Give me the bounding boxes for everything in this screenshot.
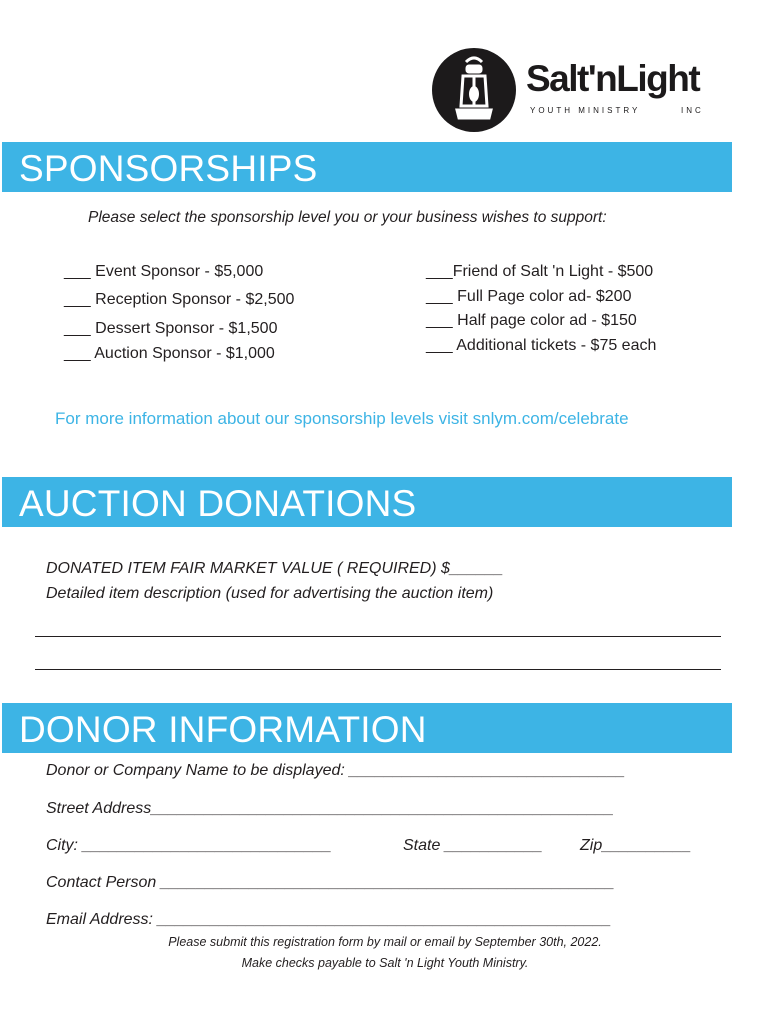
option-full-page-ad[interactable]: ___ Full Page color ad- $200 bbox=[426, 288, 632, 305]
donor-name-field[interactable]: Donor or Company Name to be displayed: _______________________________ bbox=[46, 762, 626, 779]
item-description-label: Detailed item description (used for advertising the auction item) bbox=[46, 585, 494, 602]
salt-n-light-logo bbox=[430, 46, 720, 132]
auction-heading: AUCTION DONATIONS bbox=[19, 483, 417, 524]
logo-tagline: YOUTH MINISTRY bbox=[530, 106, 641, 115]
city-field[interactable]: City: ____________________________ bbox=[46, 837, 332, 854]
sponsorships-banner bbox=[2, 142, 732, 192]
street-address-field[interactable]: Street Address____________________________________________________ bbox=[46, 800, 614, 817]
option-half-page-ad[interactable]: ___ Half page color ad - $150 bbox=[426, 312, 637, 329]
fair-market-value-field[interactable]: DONATED ITEM FAIR MARKET VALUE ( REQUIRED) $______ bbox=[46, 560, 504, 577]
email-address-field[interactable]: Email Address: ___________________________________________________ bbox=[46, 911, 612, 928]
sponsorship-instruction: Please select the sponsorship level you or your business wishes to support: bbox=[88, 209, 607, 226]
donor-banner bbox=[2, 703, 732, 753]
lantern-icon bbox=[432, 48, 516, 132]
logo-wordmark: Salt'nLight bbox=[526, 58, 700, 99]
more-info-link[interactable]: For more information about our sponsorship levels visit snlym.com/celebrate bbox=[55, 409, 629, 428]
option-dessert-sponsor[interactable]: ___ Dessert Sponsor - $1,500 bbox=[64, 320, 278, 337]
contact-person-field[interactable]: Contact Person ___________________________________________________ bbox=[46, 874, 615, 891]
logo-suffix: INC bbox=[681, 106, 704, 115]
sponsorships-heading: SPONSORSHIPS bbox=[19, 148, 318, 189]
option-auction-sponsor[interactable]: ___ Auction Sponsor - $1,000 bbox=[64, 345, 275, 362]
zip-field[interactable]: Zip__________ bbox=[580, 837, 692, 854]
option-event-sponsor[interactable]: ___ Event Sponsor - $5,000 bbox=[64, 263, 264, 280]
state-field[interactable]: State ___________ bbox=[403, 837, 543, 854]
donor-heading: DONOR INFORMATION bbox=[19, 709, 427, 750]
option-friend-of-salt-n-light[interactable]: ___Friend of Salt 'n Light - $500 bbox=[426, 263, 654, 280]
auction-banner bbox=[2, 477, 732, 527]
description-line-1[interactable] bbox=[35, 636, 721, 637]
description-line-2[interactable] bbox=[35, 669, 721, 670]
payment-note: Make checks payable to Salt 'n Light Youth Ministry. bbox=[241, 956, 529, 970]
option-additional-tickets[interactable]: ___ Additional tickets - $75 each bbox=[426, 337, 657, 354]
submission-note: Please submit this registration form by mail or email by September 30th, 2022. bbox=[168, 935, 602, 949]
option-reception-sponsor[interactable]: ___ Reception Sponsor - $2,500 bbox=[64, 291, 295, 308]
